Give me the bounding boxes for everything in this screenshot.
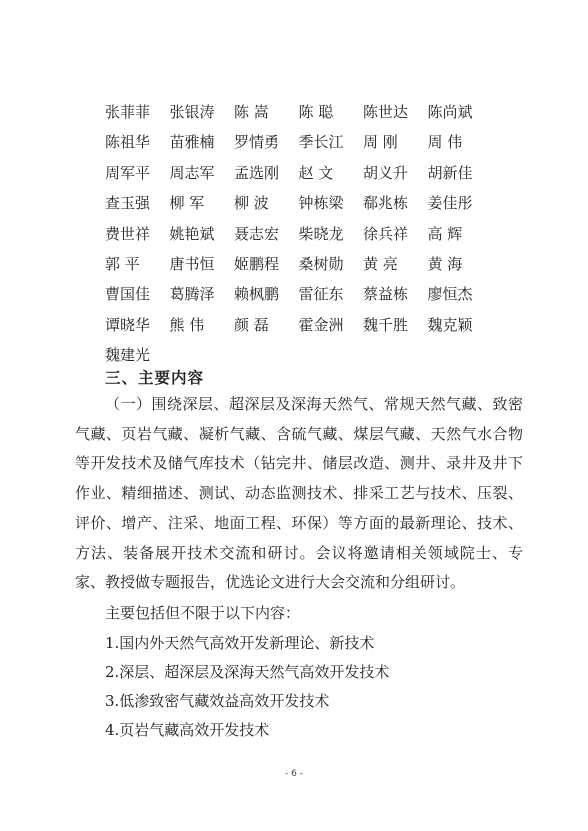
person-name: 柴晓龙 (298, 224, 344, 243)
person-name: 查玉强 (105, 194, 151, 213)
person-name: 钟栋梁 (298, 194, 344, 213)
content-paragraph: （一）围绕深层、超深层及深海天然气、常规天然气藏、致密气藏、页岩气藏、凝析气藏、含硫气藏、煤层气藏、天然气水合物等开发技术及储气库技术（钻完井、储层改造、测井、录井及井下作业、精细描述、测试、动态监测技术、排采工艺与技术、压裂、评价、增产、注采、地面工程、环保）等方面的最新理论、技术、方法、装备展开技术交流和研讨。会议将邀请相关领域院士、专家、教授做专题报告，优选论文进行大会交流和分组研讨。 (75, 395, 523, 592)
person-name: 周 伟 (427, 133, 463, 152)
person-name: 周志军 (169, 163, 215, 182)
person-name: 颜 磊 (234, 315, 269, 334)
person-name: 柳 波 (234, 194, 269, 213)
list-item: 2.深层、超深层及深海天然气高效开发技术 (105, 663, 390, 681)
person-name: 魏建光 (105, 346, 151, 365)
person-name: 季长江 (298, 133, 344, 152)
person-name: 陈 嵩 (234, 103, 269, 121)
person-name: 费世祥 (105, 224, 151, 243)
intro-line: 主要包括但不限于以下内容： (105, 604, 301, 622)
person-name: 苗雅楠 (169, 133, 215, 152)
person-name: 郗兆栋 (363, 194, 409, 213)
person-name: 陈世达 (363, 103, 409, 121)
person-name: 罗情勇 (234, 133, 280, 152)
person-name: 黄 海 (427, 254, 463, 273)
person-name: 张菲菲 (105, 103, 151, 121)
person-name: 魏千胜 (363, 315, 409, 334)
person-name: 霍金洲 (298, 315, 344, 334)
person-name: 魏克颖 (427, 315, 473, 334)
person-name: 桑树勋 (298, 254, 344, 273)
person-name: 胡新佳 (427, 163, 473, 182)
person-name: 赵 文 (298, 163, 334, 182)
person-name: 孟选刚 (234, 163, 280, 182)
person-name: 姚艳斌 (169, 224, 215, 243)
person-name: 陈祖华 (105, 133, 151, 152)
section-heading: 三、主要内容 (105, 369, 205, 387)
list-item: 4.页岩气藏高效开发技术 (105, 721, 270, 739)
person-name: 周 刚 (363, 133, 398, 152)
person-name: 胡义升 (363, 163, 409, 182)
person-name: 黄 亮 (363, 254, 398, 273)
person-name: 赖枫鹏 (234, 285, 280, 304)
person-name: 廖恒杰 (427, 285, 473, 304)
person-name: 徐兵祥 (363, 224, 409, 243)
person-name: 姬鹏程 (234, 254, 280, 273)
person-name: 张银涛 (169, 103, 215, 121)
person-name: 聂志宏 (234, 224, 280, 243)
list-item: 3.低渗致密气藏效益高效开发技术 (105, 692, 330, 710)
person-name: 葛腾泽 (169, 285, 215, 304)
person-name: 柳 军 (169, 194, 205, 213)
person-name: 陈 聪 (298, 103, 334, 121)
person-name: 曹国佳 (105, 285, 151, 304)
person-name: 熊 伟 (169, 315, 205, 334)
committee-names-list (105, 102, 492, 376)
page-number: - 6 - (285, 769, 303, 779)
person-name: 姜佳彤 (427, 194, 473, 213)
person-name: 唐书恒 (169, 254, 215, 273)
person-name: 高 辉 (427, 224, 463, 243)
person-name: 周军平 (105, 163, 151, 182)
person-name: 谭晓华 (105, 315, 151, 334)
list-item: 1.国内外天然气高效开发新理论、新技术 (105, 634, 375, 652)
person-name: 雷征东 (298, 285, 344, 304)
person-name: 陈尚斌 (427, 103, 473, 121)
person-name: 蔡益栋 (363, 285, 409, 304)
person-name: 郭 平 (105, 254, 140, 273)
